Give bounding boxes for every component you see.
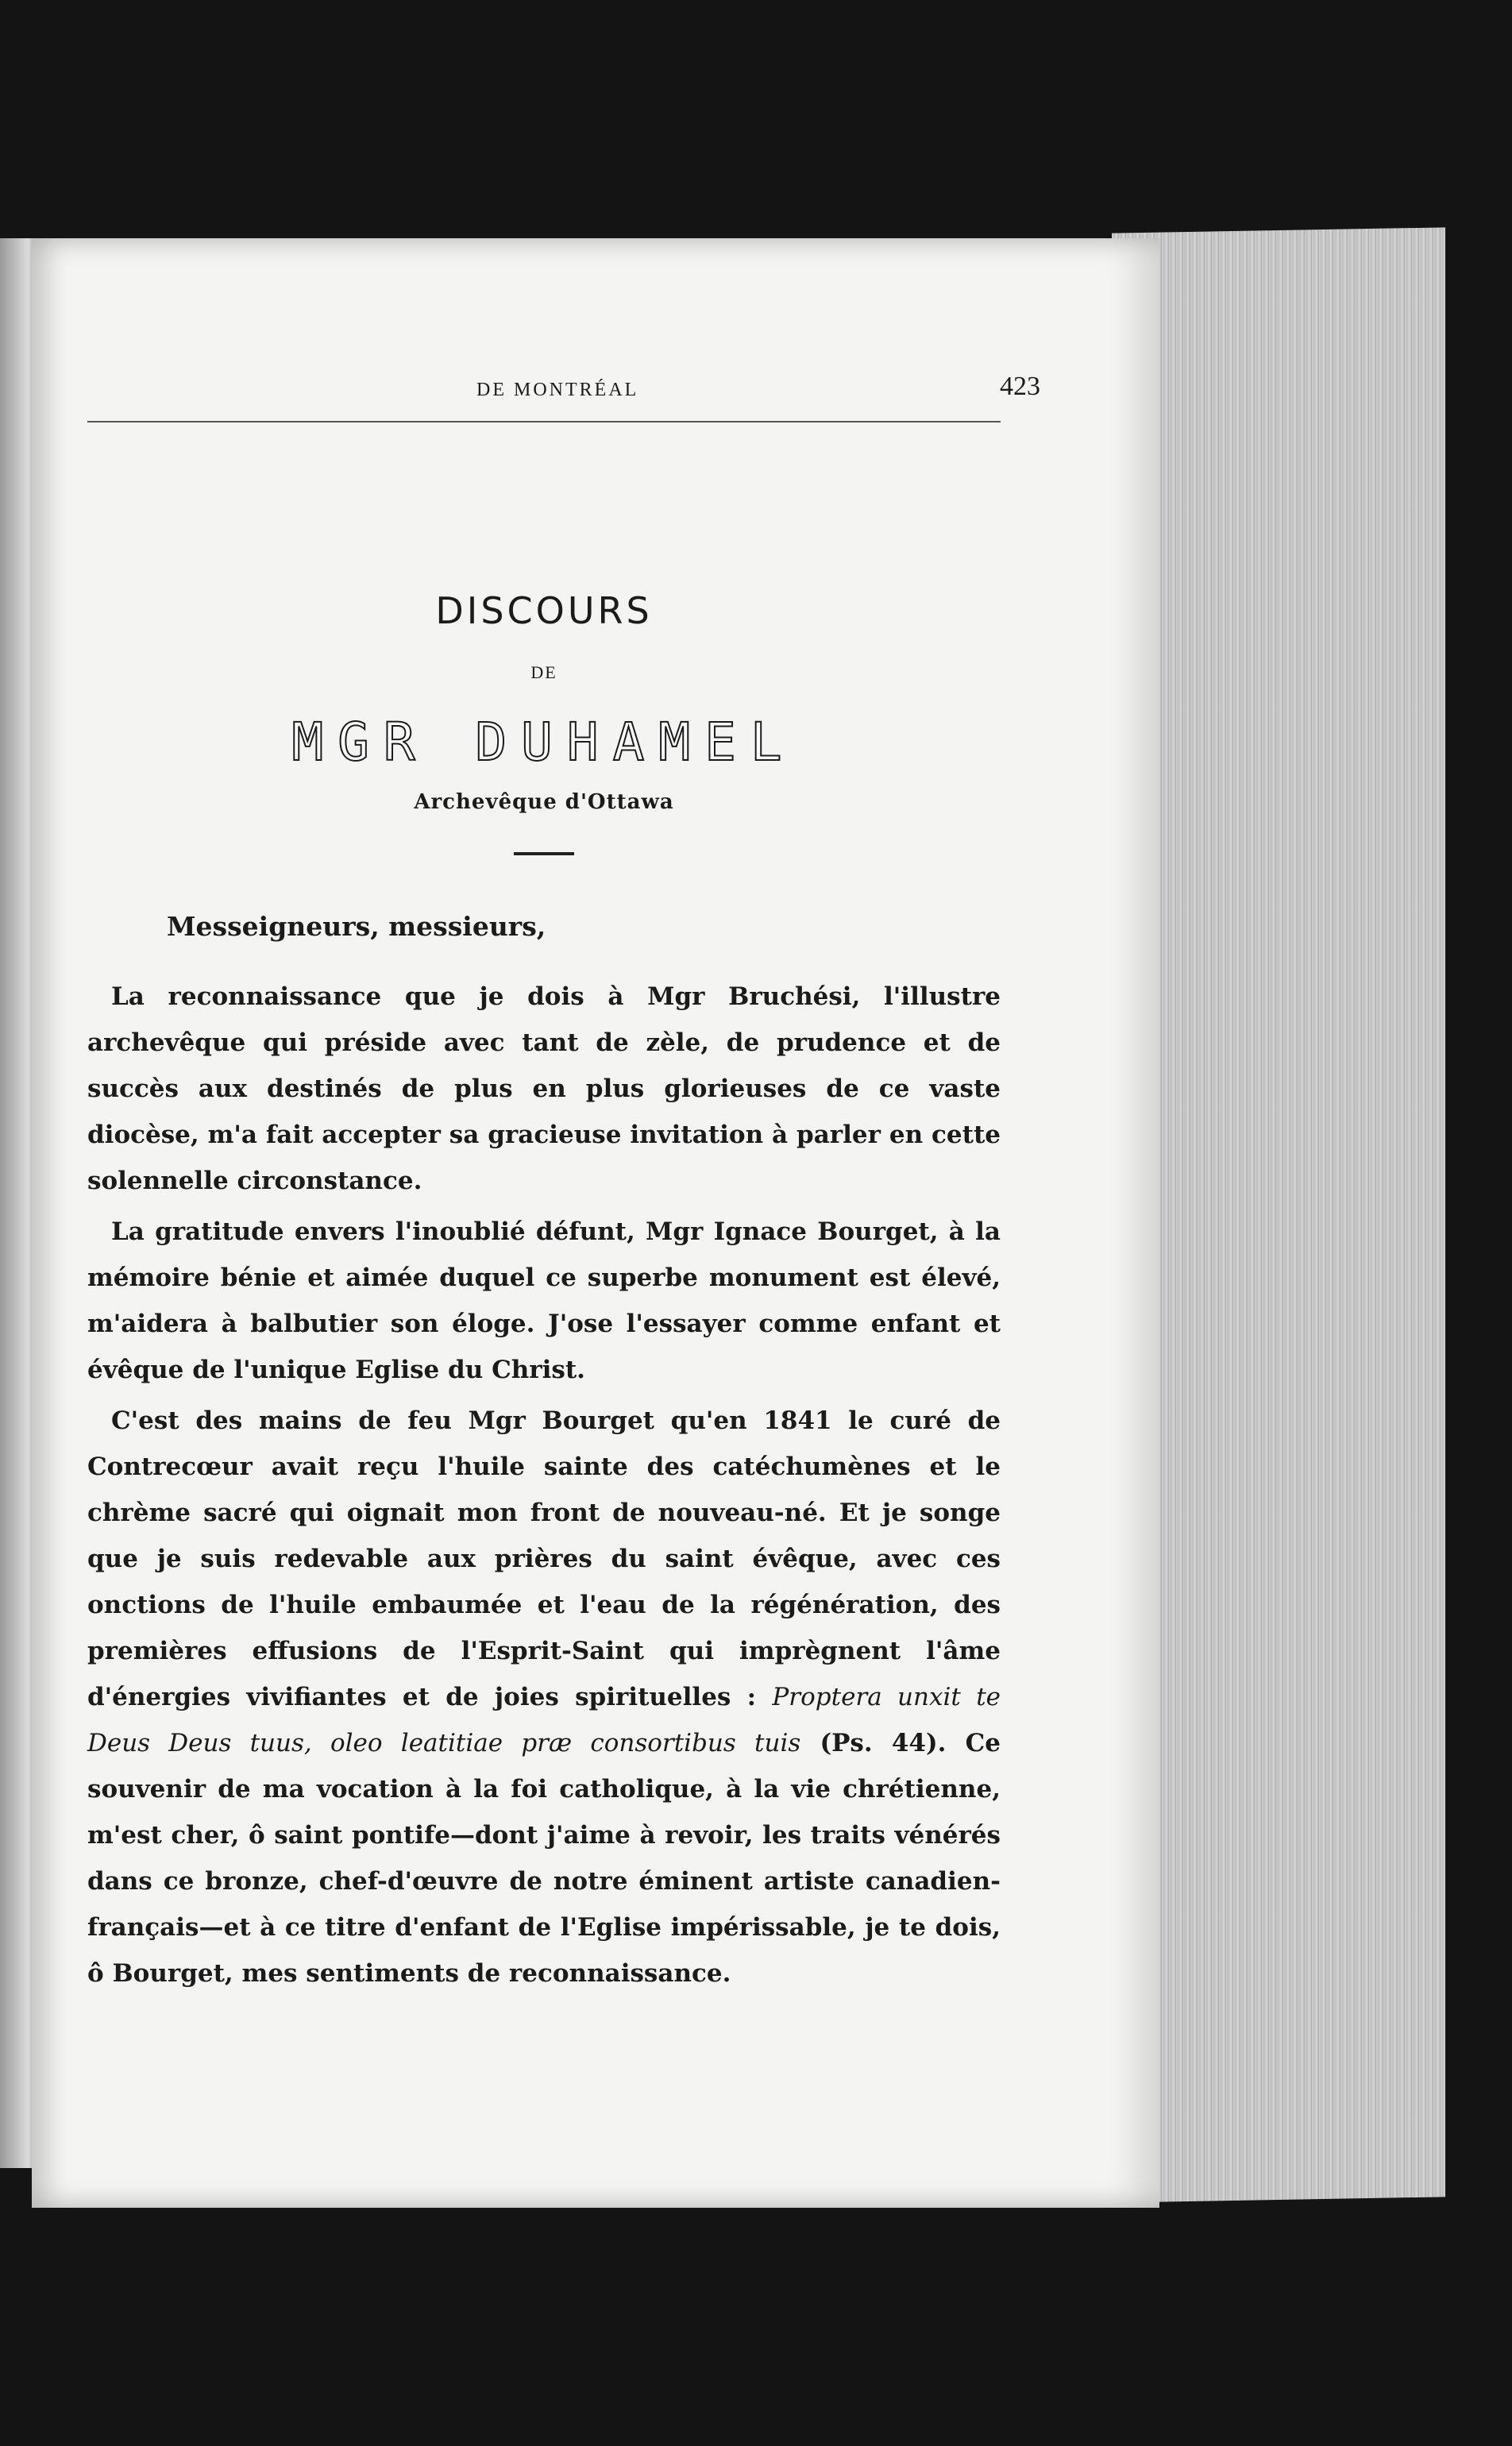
- running-head: [87, 365, 1040, 413]
- heading-de: DE: [530, 662, 557, 682]
- page-content: [87, 365, 1040, 2001]
- heading-subtitle: Archevêque d'Ottawa: [414, 790, 674, 814]
- latin-quote: Proptera unxit te Deus Deus tuus, oleo leatitiae præ consortibus tuis: [87, 1683, 1001, 1757]
- book-fore-edge: [1112, 227, 1445, 2202]
- paragraph-3-end: (Ps. 44). Ce souvenir de ma vocation à la foi catholique, à la vie chrétienne, m'est cher, ô saint pontife—dont j'aime à revoir, les traits vénérés dans ce bronze, chef-d'œuvre de notre éminent artiste canadien-français—et à ce titre d'enfant de l'Eglise impérissable, je te dois, ô Bourget, mes sentiments de reconnaissance.: [87, 1729, 1001, 1988]
- page-number: 423: [1000, 372, 1040, 401]
- running-title: DE MONTRÉAL: [476, 380, 639, 400]
- heading-name: MGR DUHAMEL: [291, 712, 796, 773]
- body-text: [87, 974, 1001, 1997]
- heading-discours: DISCOURS: [435, 589, 653, 632]
- heading-block: [56, 589, 1032, 855]
- paragraph-2: La gratitude envers l'inoublié défunt, Mgr Ignace Bourget, à la mémoire bénie et aimée duquel ce superbe monument est élevé, m'aidera à balbutier son éloge. J'ose l'essayer comme enfant et évêque de l'unique Eglise du Christ.: [87, 1217, 1001, 1384]
- paragraph-3: [87, 1398, 1001, 1997]
- salutation: Messeigneurs, messieurs,: [167, 911, 546, 942]
- header-rule: [87, 421, 1001, 422]
- book-page: [32, 238, 1159, 2208]
- paragraph-1: La reconnaissance que je dois à Mgr Bruchési, l'illustre archevêque qui préside avec tant de zèle, de prudence et de succès aux destinés de plus en plus glorieuses de ce vaste diocèse, m'a fait accepter sa gracieuse invitation à parler en cette solennelle circonstance.: [87, 982, 1001, 1195]
- section-rule: [514, 852, 574, 855]
- paragraph-3-start: C'est des mains de feu Mgr Bourget qu'en 1841 le curé de Contrecœur avait reçu l'huile sainte des catéchumènes et le chrème sacré qui oignait mon front de nouveau-né. Et je songe que je suis redevable aux prières du saint évêque, avec ces onctions de l'huile embaumée et l'eau de la régénération, des premières effusions de l'Esprit-Saint qui imprègnent l'âme d'énergies vivifiantes et de joies spirituelles :: [87, 1406, 1001, 1711]
